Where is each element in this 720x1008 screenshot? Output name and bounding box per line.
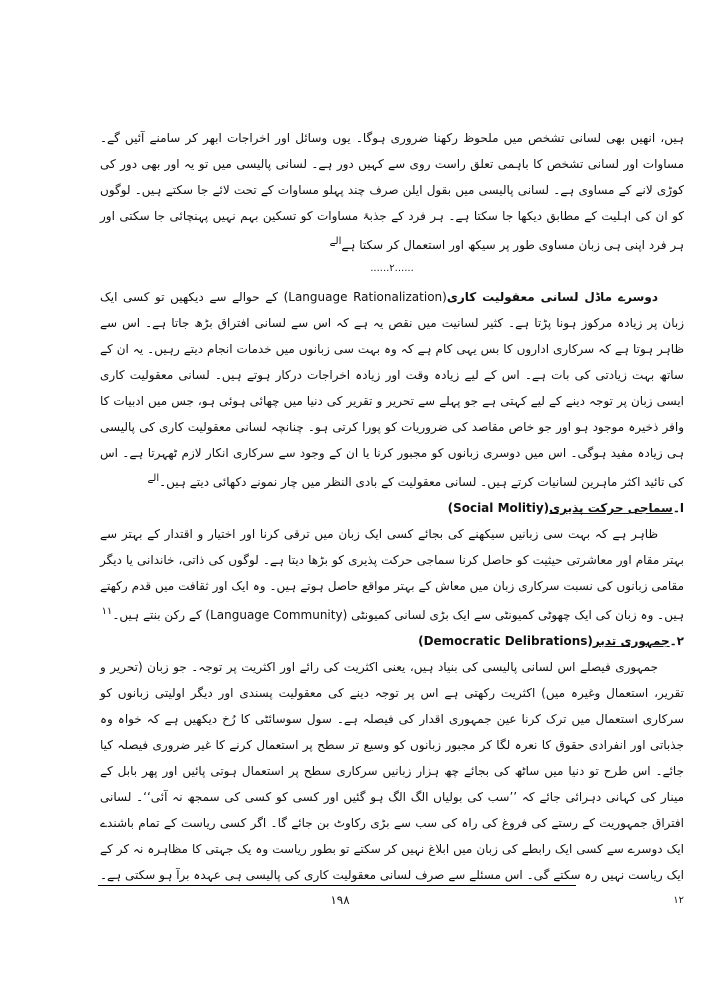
page-number: ۱۹۸ (330, 893, 350, 907)
heading-1-number: ا۔ (672, 501, 684, 515)
main-text-column (100, 125, 684, 917)
heading-2-english: (Democratic Delibrations) (418, 634, 593, 648)
footnote-ref-1: الے (329, 236, 342, 247)
heading-1-urdu: سماجی حرکت پذیری (549, 501, 673, 515)
heading-2-urdu: جمہوری تدبر (592, 634, 670, 648)
section-separator: ......۲...... (370, 263, 414, 274)
heading-2-number: ۲۔ (669, 634, 684, 648)
heading-1-english: (Social Molitiy) (447, 501, 550, 515)
section-1-english-term: (Language Community) (205, 608, 348, 622)
section-2-text: جمہوری فیصلے اس لسانی پالیسی کی بنیاد ہیں، یعنی اکثریت کی رائے اور اکثریت پر توجہ۔ جو زبان (تحریر و تقریر، استعمال وغیرہ میں) اکثریت رکھتی ہے اس پر توجہ دینے کی معقولیت پسندی اور دیگر اولیتی زبانوں کو سرکاری استعمال میں ترک کرنا عین جمہوری اقدار کی فیصلہ ہے۔ سول سوسائٹی کا رُخ دیکھیں ہے کہ خواہ وہ جذباتی اور انفرادی حقوق کا نعرہ لگا کر مجبور زبانوں کو وسیع تر سطح پر استعمال کرنے کا غیر ضروری فیصلہ کیا جائے۔ اس طرح تو دنیا میں ساٹھ کی بجائے چھ ہزار زبانیں سرکاری سطح پر استعمال ہوتی پائیں اور پھر بابل کے مینار کی کہانی دہرائی جائے کہ ’’سب کی بولیاں الگ الگ ہو گئیں اور کسی کو کسی کی سمجھ نہ آئی‘‘۔ لسانی افتراق جمہوریت کے رستے کی فروغ کی راہ کی سب سے بڑی رکاوٹ بن جائے گا۔ اگر کسی ریاست کے تمام باشندے ایک دوسرے سے کسی ایک رابطے کی زبان میں ابلاغ نہیں کر سکتے تو بطور ریاست وہ یک جہتی کا مظاہرہ نہ کر کے ایک ریاست نہیں رہ سکتے گی۔ اس مسئلے سے صرف لسانی معقولیت کاری کی پالیسی ہی عہدہ برآ ہو سکتی ہے۔ (100, 660, 684, 882)
footnote-ref-4: ۱۲ (673, 895, 684, 906)
paragraph-democratic-deliberations (100, 654, 684, 917)
heading-social-mobility (100, 495, 684, 521)
paragraph-2-lead: دوسرے ماڈل لسانی معقولیت کاری (446, 290, 658, 304)
footer-rule (98, 885, 576, 886)
paragraph-social-mobility (100, 521, 684, 628)
section-1-text-end: کے رکن بنتے ہیں۔ (112, 608, 202, 622)
paragraph-1 (100, 125, 684, 258)
paragraph-2-english-term: (Language Rationalization) (283, 290, 447, 304)
paragraph-2-text: کے حوالے سے دیکھیں تو کسی ایک زبان پر زیادہ مرکوز ہونا پڑتا ہے۔ کثیر لسانیت میں نقص یہ ہے کہ اس سے لسانی افتراق بڑھ جاتا ہے۔ اس سے ظاہر ہوتا ہے کہ سرکاری اداروں کا بس یہی کام ہے کہ وہ بہت سی زبانوں میں خدمات انجام دیتے رہیں۔ یہ ان کے ساتھ بہت زیادتی کی بات ہے۔ اس کے لیے زیادہ وقت اور زیادہ اخراجات درکار ہوتے ہیں۔ لسانی معقولیت کاری ایسی زبان پر توجہ دینے کے لیے کہتی ہے جو پہلے سے تحریر و تقریر کی دنیا میں چھائی ہوئی ہو، جس میں ادبیات کا وافر ذخیرہ موجود ہو اور جو خاص مقاصد کی ضروریات کو پورا کرتی ہو۔ چنانچہ لسانی معقولیت کاری کی پالیسی ہی زیادہ مفید ہوگی۔ اس میں دوسری زبانوں کو مجبور کرنا یا ان کے وجود سے سرکاری انکار لازم ٹھہرتا ہے۔ اس کی تائید اکثر ماہرین لسانیات کرتے ہیں۔ لسانی معقولیت کے بادی النظر میں چار نمونے دکھائی دیتے ہیں۔ (100, 290, 684, 489)
heading-democratic-deliberations (100, 628, 684, 654)
footnote-ref-3: ۱۱ (101, 606, 113, 617)
section-1-text: ظاہر ہے کہ بہت سی زبانیں سیکھنے کی بجائے کسی ایک زبان میں ترقی کرنا اور اختیار و اقتدار کے بہتر سے بہتر مقام اور معاشرتی حیثیت کو حاصل کرنا سماجی حرکت پذیری کو بڑھا دیتا ہے۔ لوگوں کی ذاتی، خاندانی یا دیگر مقامی زبانوں کی نسبت سرکاری زبان میں معاش کے بہتر مواقع حاصل ہوتے ہیں۔ وہ ایک اور ثقافت میں قدم رکھتے ہیں۔ وہ زبان کی ایک چھوٹی کمیونٹی سے ایک بڑی لسانی کمیونٹی (100, 527, 684, 622)
paragraph-1-text: ہیں، انھیں بھی لسانی تشخص میں ملحوظ رکھنا ضروری ہوگا۔ یوں وسائل اور اخراجات ابھر کر سامنے آئیں گے۔ مساوات اور لسانی تشخص کا باہمی تعلق راست روی سے کہیں دور ہے۔ لسانی پالیسی میں تو یہ اور بھی دور کی کوڑی لانے کے مساوی ہے۔ لسانی پالیسی میں بقول ایلن صرف چند پہلو مساوات کے تحت لائے جا سکتے ہیں۔ لوگوں کو ان کی اہلیت کے مطابق دیکھا جا سکتا ہے۔ ہر فرد کے جذبۂ مساوات کو تسکین بہم نہیں پہنچائی جا سکتی اور ہر فرد اپنی ہی زبان مساوی طور پر سیکھ اور استعمال کر سکتا ہے (100, 131, 685, 252)
paragraph-2 (100, 284, 684, 495)
footnote-ref-2: الے (147, 473, 160, 484)
